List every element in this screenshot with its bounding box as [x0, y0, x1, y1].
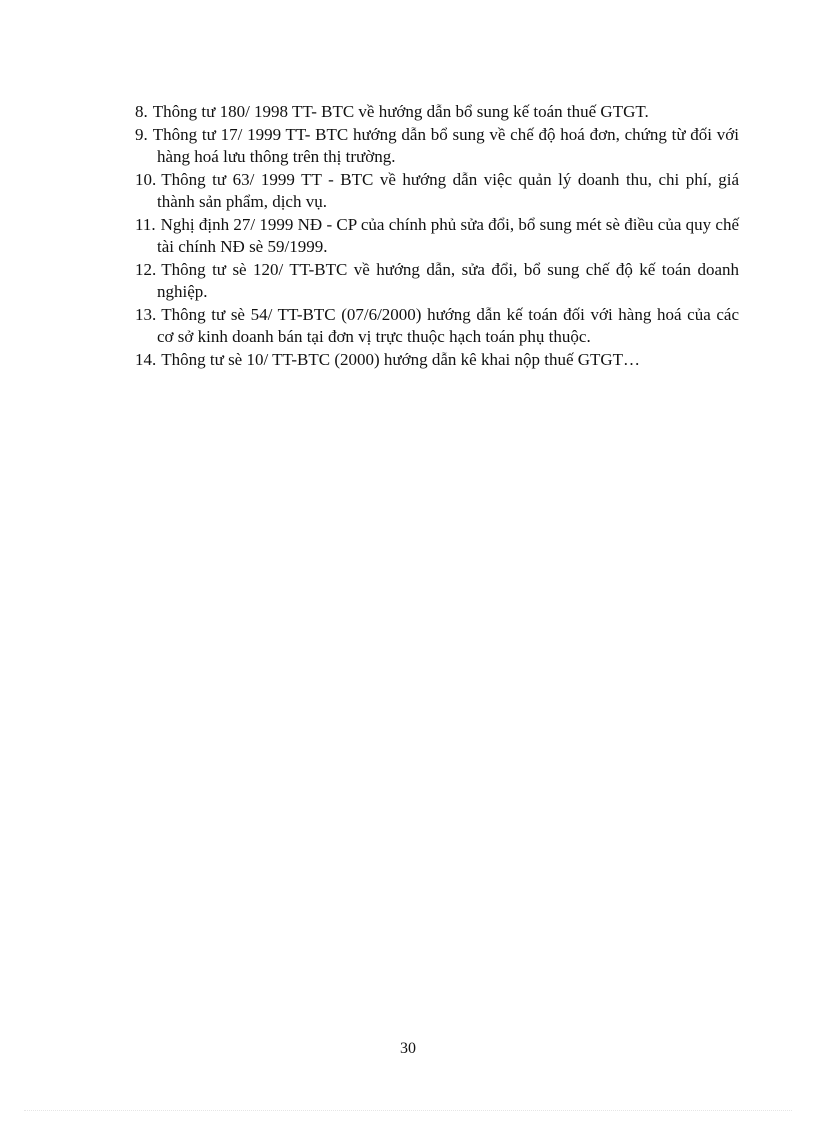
list-item: [135, 259, 739, 304]
list-item: [135, 124, 739, 169]
reference-list: [135, 101, 739, 371]
item-number: 10.: [135, 169, 157, 189]
item-text: Thông tư sè 10/ TT-BTC (2000) hướng dẫn kê khai nộp thuế GTGT…: [161, 349, 641, 369]
item-text: Thông tư 63/ 1999 TT - BTC về hướng dẫn việc quản lý doanh thu, chi phí, giá thành sản phẩm, dịch vụ.: [157, 169, 739, 211]
list-item: [135, 214, 739, 259]
item-number: 11.: [135, 214, 156, 234]
list-item: [135, 101, 739, 124]
list-item: [135, 304, 739, 349]
item-text: Nghị định 27/ 1999 NĐ - CP của chính phủ sửa đổi, bổ sung mét sè điều của quy chế tài chính NĐ sè 59/1999.: [157, 214, 739, 256]
item-text: Thông tư sè 54/ TT-BTC (07/6/2000) hướng dẫn kế toán đối với hàng hoá của các cơ sở kinh doanh bán tại đơn vị trực thuộc hạch toán phụ thuộc.: [157, 304, 739, 346]
item-number: 8.: [135, 102, 148, 121]
item-number: 12.: [135, 259, 157, 279]
item-text: Thông tư sè 120/ TT-BTC về hướng dẫn, sửa đổi, bổ sung chế độ kế toán doanh nghiệp.: [157, 259, 739, 301]
list-item: [135, 169, 739, 214]
item-number: 9.: [135, 124, 148, 144]
item-text: Thông tư 180/ 1998 TT- BTC về hướng dẫn bổ sung kế toán thuế GTGT.: [152, 102, 649, 121]
item-number: 14.: [135, 349, 157, 369]
item-number: 13.: [135, 304, 157, 324]
list-item: [135, 349, 739, 372]
item-text: Thông tư 17/ 1999 TT- BTC hướng dẫn bổ sung về chế độ hoá đơn, chứng từ đối với hàng hoá lưu thông trên thị trường.: [152, 124, 739, 166]
page-bottom-divider: [24, 1110, 792, 1111]
page-number: 30: [400, 1040, 416, 1057]
